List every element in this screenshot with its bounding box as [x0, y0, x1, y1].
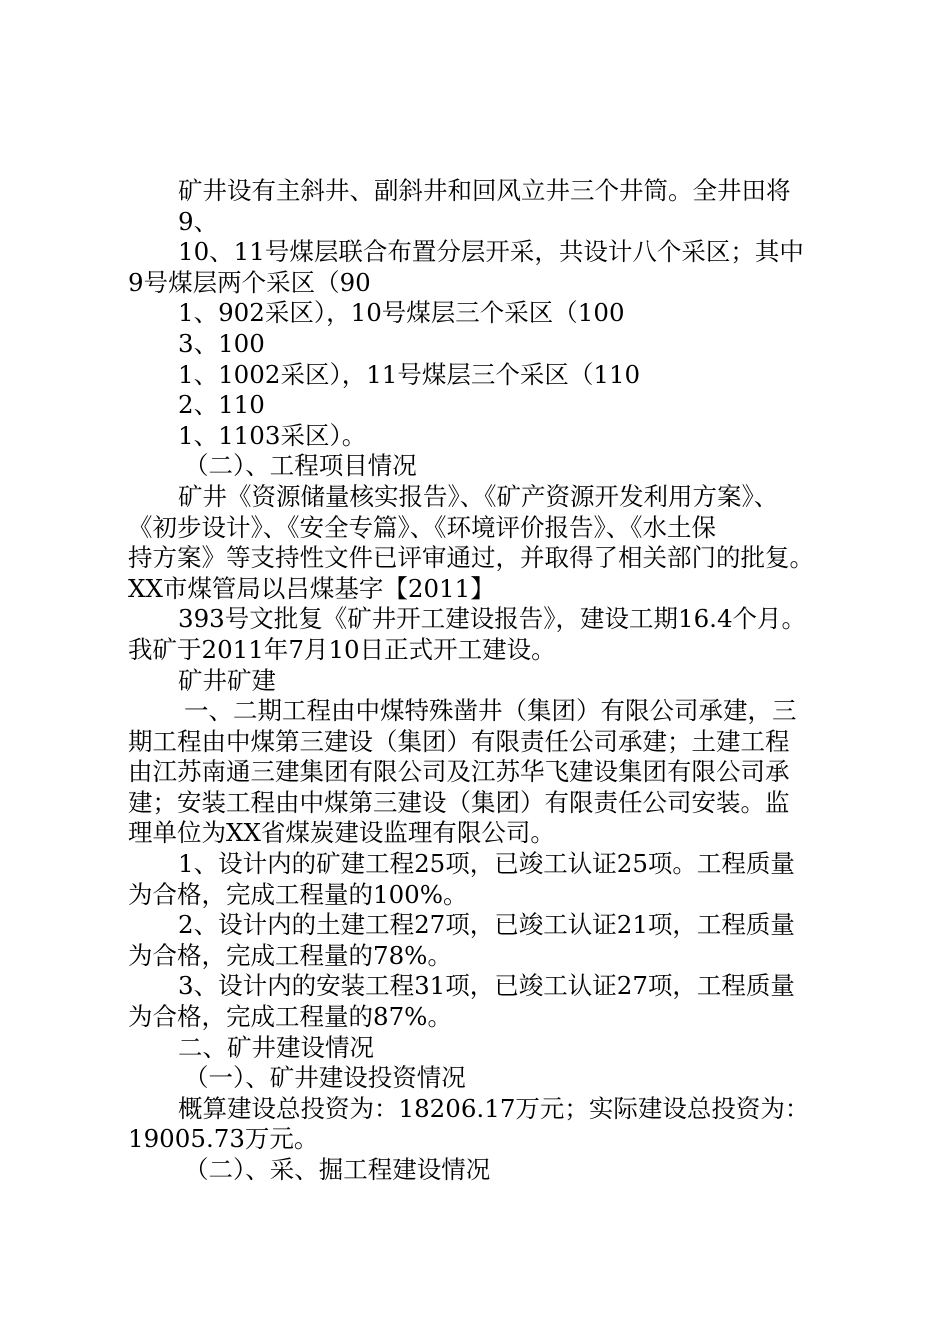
section-heading: 矿井矿建	[178, 665, 276, 695]
text-line: 《初步设计》、《安全专篇》、《环境评价报告》、《水土保	[128, 512, 716, 542]
text-line: 建；安装工程由中煤第三建设（集团）有限责任公司安装。监	[128, 787, 790, 817]
text-line: 为合格，完成工程量的87%。	[128, 1002, 452, 1032]
text-line: 393号文批复《矿井开工建设报告》，建设工期16.4个月。	[178, 604, 807, 634]
text-line: 1、1002采区），11号煤层三个采区（110	[178, 359, 641, 389]
text-line: 9、	[178, 206, 219, 236]
text-line: 1、902采区），10号煤层三个采区（100	[178, 298, 625, 328]
section-heading: （一）、矿井建设投资情况	[184, 1063, 466, 1093]
section-heading: （二）、工程项目情况	[184, 451, 417, 481]
text-line: 概算建设总投资为：18206.17万元；实际建设总投资为：	[178, 1093, 810, 1123]
text-line: 矿井设有主斜井、副斜井和回风立井三个井筒。全井田将	[178, 176, 791, 205]
text-line: 2、设计内的土建工程27项，已竣工认证21项，工程质量	[178, 910, 795, 940]
text-line: 1、设计内的矿建工程25项，已竣工认证25项。工程质量	[178, 849, 795, 879]
text-line: 一、二期工程由中煤特殊凿井（集团）有限公司承建，三	[184, 696, 797, 726]
text-line: 理单位为XX省煤炭建设监理有限公司。	[128, 818, 555, 848]
text-line: 由江苏南通三建集团有限公司及江苏华飞建设集团有限公司承	[128, 757, 790, 787]
text-line: 9号煤层两个采区（90	[128, 267, 371, 297]
text-line: 期工程由中煤第三建设（集团）有限责任公司承建；土建工程	[128, 726, 790, 756]
text-line: 1、1103采区）。	[178, 420, 367, 450]
text-line: 为合格，完成工程量的78%。	[128, 940, 452, 970]
section-heading: 二、矿井建设情况	[178, 1032, 374, 1062]
text-line: 矿井《资源储量核实报告》、《矿产资源开发利用方案》、	[178, 481, 779, 511]
text-line: 10、11号煤层联合布置分层开采，共设计八个采区；其中	[178, 237, 804, 267]
text-line: 持方案》等支持性文件已评审通过，并取得了相关部门的批复。	[128, 543, 814, 573]
document-body	[128, 176, 840, 1186]
text-line: 3、设计内的安装工程31项，已竣工认证27项，工程质量	[178, 971, 795, 1001]
text-line: 2、110	[178, 390, 265, 420]
text-line: 3、100	[178, 328, 265, 358]
text-line: 19005.73万元。	[128, 1124, 319, 1154]
text-line: 为合格，完成工程量的100%。	[128, 879, 468, 909]
text-line: XX市煤管局以吕煤基字【2011】	[128, 573, 495, 603]
text-line: 我矿于2011年7月10日正式开工建设。	[128, 634, 556, 664]
section-heading: （二）、采、掘工程建设情况	[184, 1155, 491, 1184]
